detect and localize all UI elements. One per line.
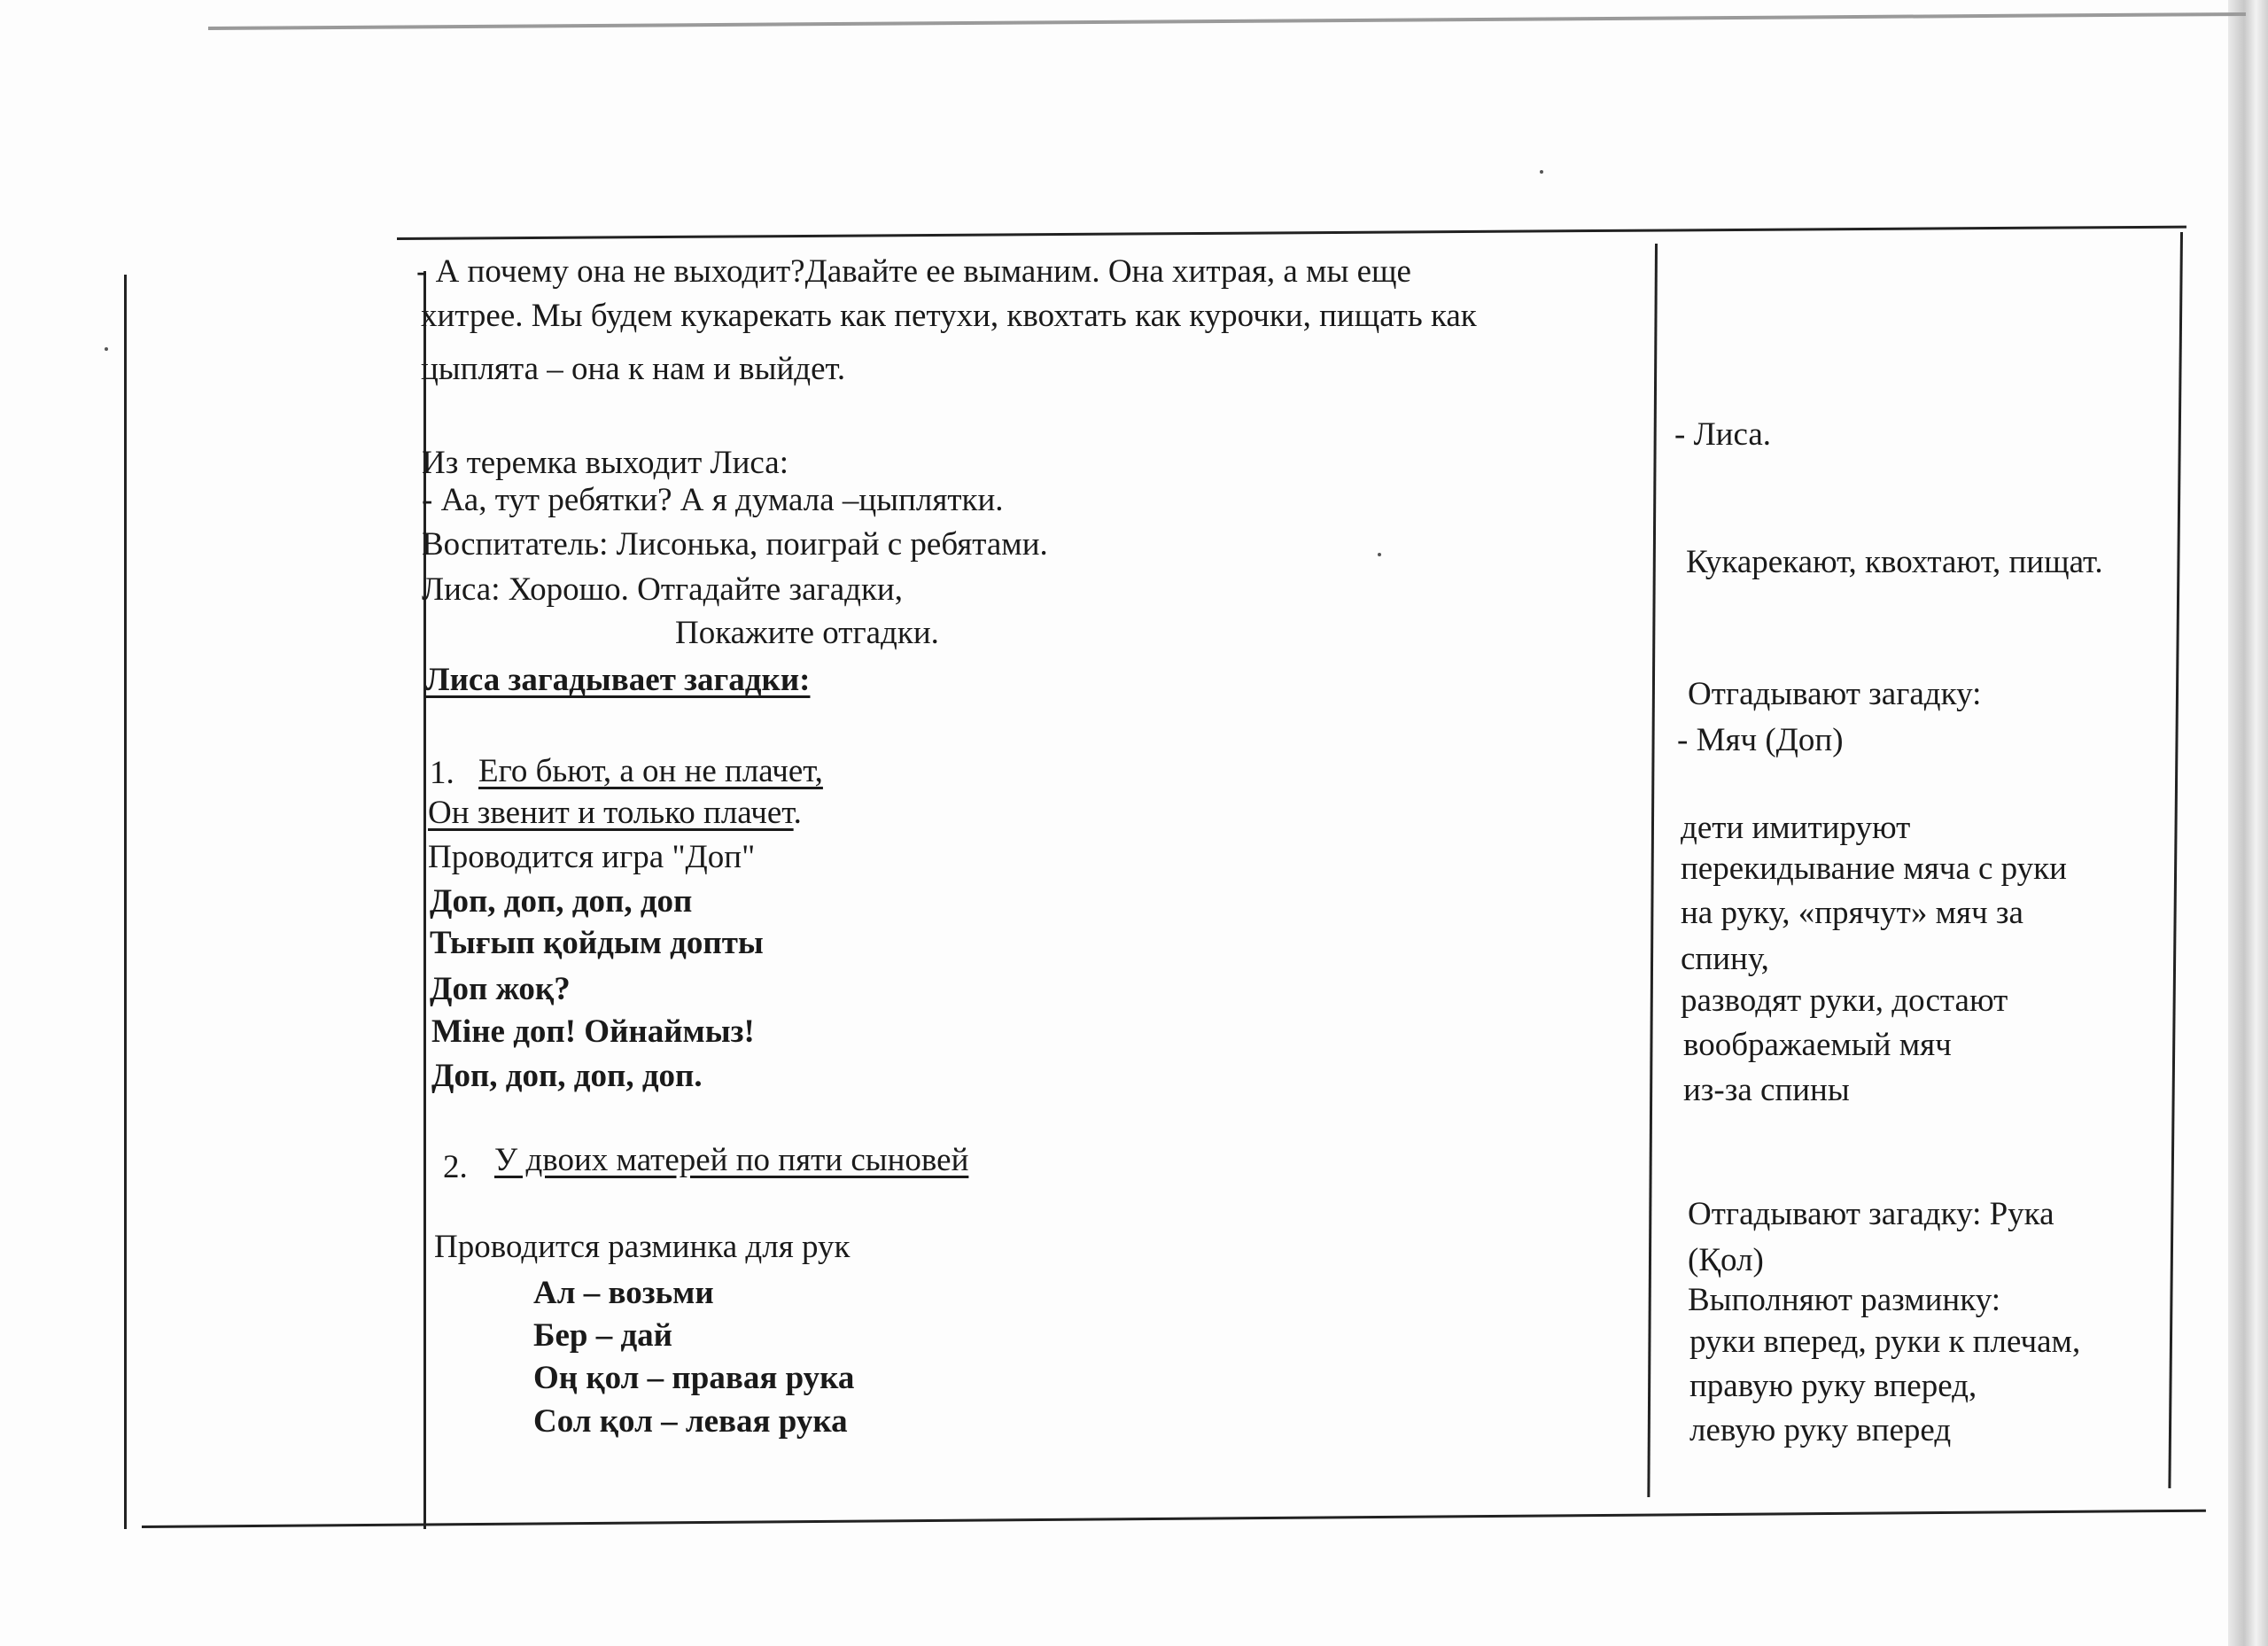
warmup-right-3: левую руку вперед — [1689, 1412, 1952, 1448]
warmup-line-2: Бер – дай — [533, 1317, 672, 1354]
dialog-line-3: цыплята – она к нам и выйдет. — [421, 351, 846, 387]
table-top-border — [397, 226, 2186, 240]
imitate-line-4: спину, — [1681, 941, 1769, 977]
scan-speck — [1540, 170, 1543, 174]
table-left-border — [124, 275, 127, 1529]
imitate-line-2: перекидывание мяча с руки — [1681, 850, 2067, 887]
riddle-1-line-1: Его бьют, а он не плачет, — [478, 753, 823, 789]
guess-riddle-1-answer: - Мяч (Доп) — [1677, 722, 1844, 758]
dialog-line-4: Из теремка выходит Лиса: — [422, 445, 788, 481]
imitate-line-5: разводят руки, достают — [1681, 982, 2008, 1019]
riddle-1-line-2-text: Он звенит и только плачет — [428, 795, 794, 831]
table-right-border — [2168, 232, 2183, 1488]
guess-riddle-2-line-1: Отгадывают загадку: Рука — [1688, 1196, 2054, 1232]
game-line-4: Міне доп! Ойнаймыз! — [431, 1013, 755, 1050]
game-line-5: Доп, доп, доп, доп. — [431, 1058, 703, 1094]
riddle-2-line: У двоих матерей по пяти сыновей — [494, 1142, 969, 1178]
dialog-line-5: - Аа, тут ребятки? А я думала –цыплятки. — [422, 482, 1004, 518]
warmup-line-1: Ал – возьми — [533, 1275, 714, 1311]
warmup-intro: Проводится разминка для рук — [434, 1229, 850, 1265]
imitate-line-1: дети имитируют — [1681, 810, 1911, 846]
warmup-right-2: правую руку вперед, — [1689, 1368, 1977, 1404]
column-divider-2 — [1647, 244, 1658, 1497]
table-bottom-border — [142, 1510, 2206, 1528]
game-line-1: Доп, доп, доп, доп — [430, 883, 693, 920]
imitate-line-3: на руку, «прячут» мяч за — [1681, 895, 2023, 931]
guess-riddle-1: Отгадывают загадку: — [1688, 676, 1982, 712]
game-intro: Проводится игра "Доп" — [428, 839, 756, 875]
imitate-line-7: из-за спины — [1683, 1072, 1850, 1108]
page-top-edge — [208, 12, 2246, 30]
warmup-right-1: руки вперед, руки к плечам, — [1689, 1324, 2081, 1360]
dialog-line-2: хитрее. Мы будем кукарекать как петухи, квохтать как курочки, пищать как — [421, 298, 1477, 334]
guess-riddle-2-line-2: (Қол) — [1688, 1242, 1764, 1278]
dialog-line-8: Покажите отгадки. — [675, 615, 939, 651]
game-line-2: Тығып қойдым допты — [430, 925, 764, 961]
riddle-2-number: 2. — [443, 1149, 468, 1185]
children-action-1: Кукарекают, квохтают, пищат. — [1686, 544, 2103, 580]
warmup-do: Выполняют разминку: — [1688, 1282, 2000, 1318]
warmup-line-3: Оң қол – правая рука — [533, 1360, 855, 1396]
scan-speck — [1378, 553, 1381, 556]
game-line-3: Доп жоқ? — [430, 971, 571, 1007]
scan-speck — [105, 347, 108, 351]
riddle-1-line-2 — [428, 793, 802, 834]
answer-fox: - Лиса. — [1674, 416, 1772, 453]
riddle-1-period: . — [793, 795, 802, 831]
dialog-line-7: Лиса: Хорошо. Отгадайте загадки, — [422, 571, 903, 608]
warmup-line-4: Сол қол – левая рука — [533, 1403, 848, 1440]
imitate-line-6: воображаемый мяч — [1683, 1027, 1952, 1063]
dialog-line-6: Воспитатель: Лисонька, поиграй с ребятами. — [422, 526, 1048, 563]
riddle-1-number: 1. — [430, 755, 454, 791]
page-edge-shadow — [2228, 0, 2268, 1646]
dialog-line-1: - А почему она не выходит?Давайте ее выманим. Она хитрая, а мы еще — [416, 253, 1411, 290]
riddles-heading: Лиса загадывает загадки: — [425, 662, 811, 698]
